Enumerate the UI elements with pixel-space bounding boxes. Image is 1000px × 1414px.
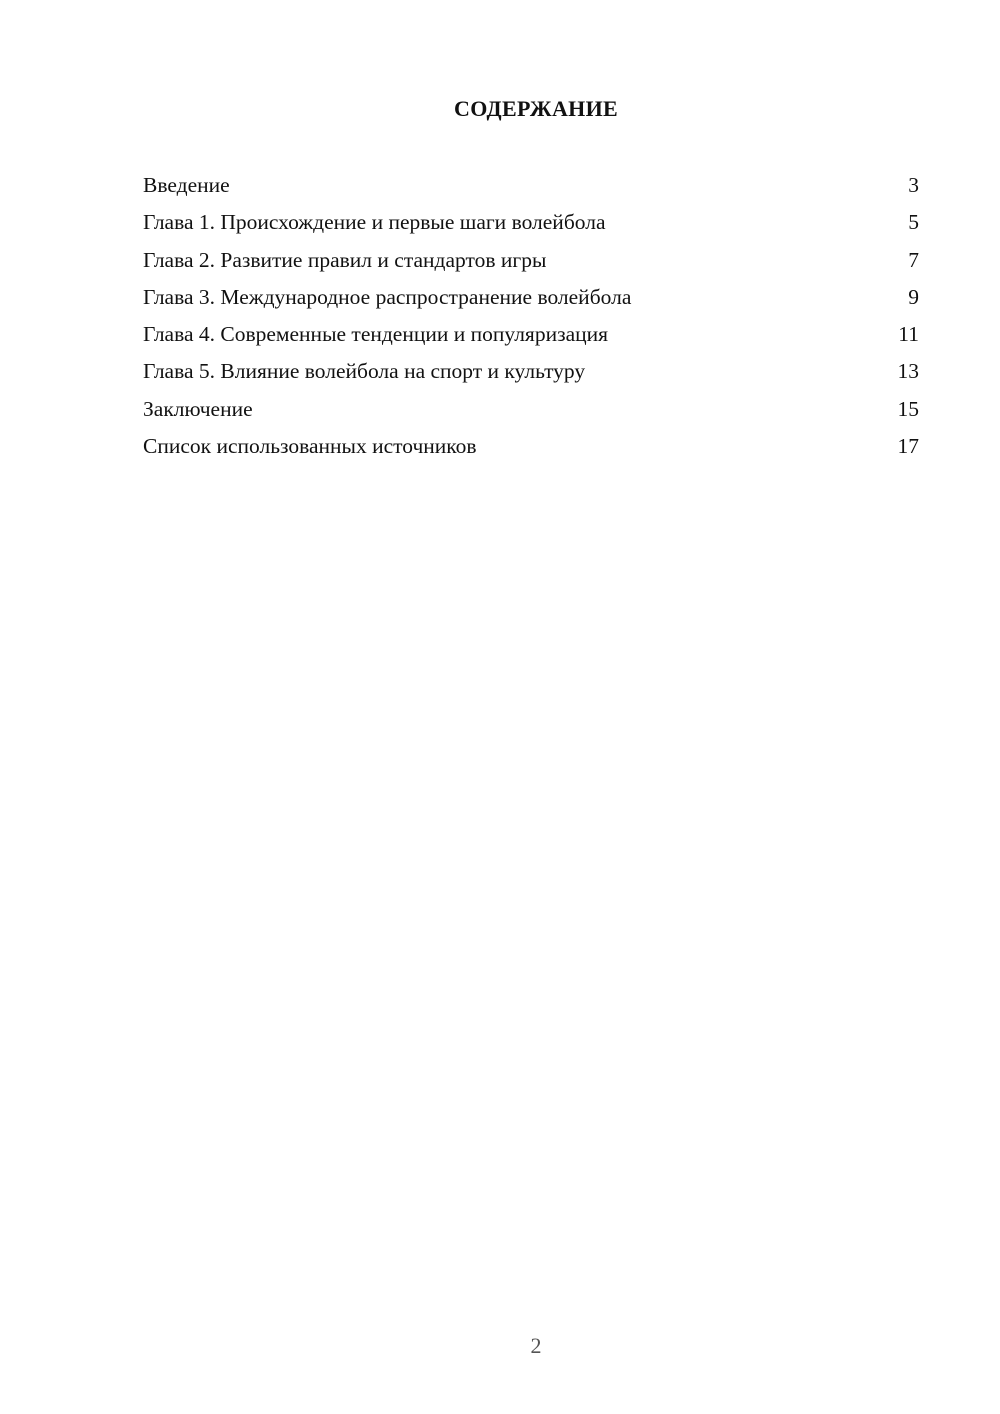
toc-entry-label: Глава 4. Современные тенденции и популяризация xyxy=(143,322,609,347)
toc-entry-chapter-2[interactable] xyxy=(143,245,919,282)
table-of-contents xyxy=(143,170,919,468)
toc-entry-label: Список использованных источников xyxy=(143,434,477,459)
page-number: 2 xyxy=(530,1333,542,1358)
toc-entry-chapter-3[interactable] xyxy=(143,282,919,319)
toc-entry-page-number: 7 xyxy=(908,247,919,272)
toc-entry-label: Глава 5. Влияние волейбола на спорт и культуру xyxy=(143,359,586,384)
toc-entry-page-number: 3 xyxy=(908,173,919,197)
toc-entry-label: Введение xyxy=(143,173,230,197)
toc-entry-page-number: 17 xyxy=(897,434,919,459)
toc-entry-page-number: 11 xyxy=(898,322,919,347)
toc-entry-introduction[interactable] xyxy=(143,170,919,207)
toc-entry-page-number: 15 xyxy=(897,396,919,421)
toc-entry-chapter-4[interactable] xyxy=(143,319,919,356)
toc-entry-page-number: 5 xyxy=(908,210,919,235)
toc-title: СОДЕРЖАНИЕ xyxy=(454,96,618,121)
toc-entry-label: Глава 2. Развитие правил и стандартов игры xyxy=(143,247,547,272)
toc-entry-label: Заключение xyxy=(143,396,253,421)
toc-entry-page-number: 13 xyxy=(897,359,919,384)
toc-entry-label: Глава 3. Международное распространение волейбола xyxy=(143,284,632,309)
toc-entry-references[interactable] xyxy=(143,431,919,468)
toc-entry-conclusion[interactable] xyxy=(143,394,919,431)
toc-entry-chapter-5[interactable] xyxy=(143,356,919,393)
toc-entry-chapter-1[interactable] xyxy=(143,207,919,244)
toc-entry-label: Глава 1. Происхождение и первые шаги волейбола xyxy=(143,210,606,235)
toc-entry-page-number: 9 xyxy=(908,284,919,309)
